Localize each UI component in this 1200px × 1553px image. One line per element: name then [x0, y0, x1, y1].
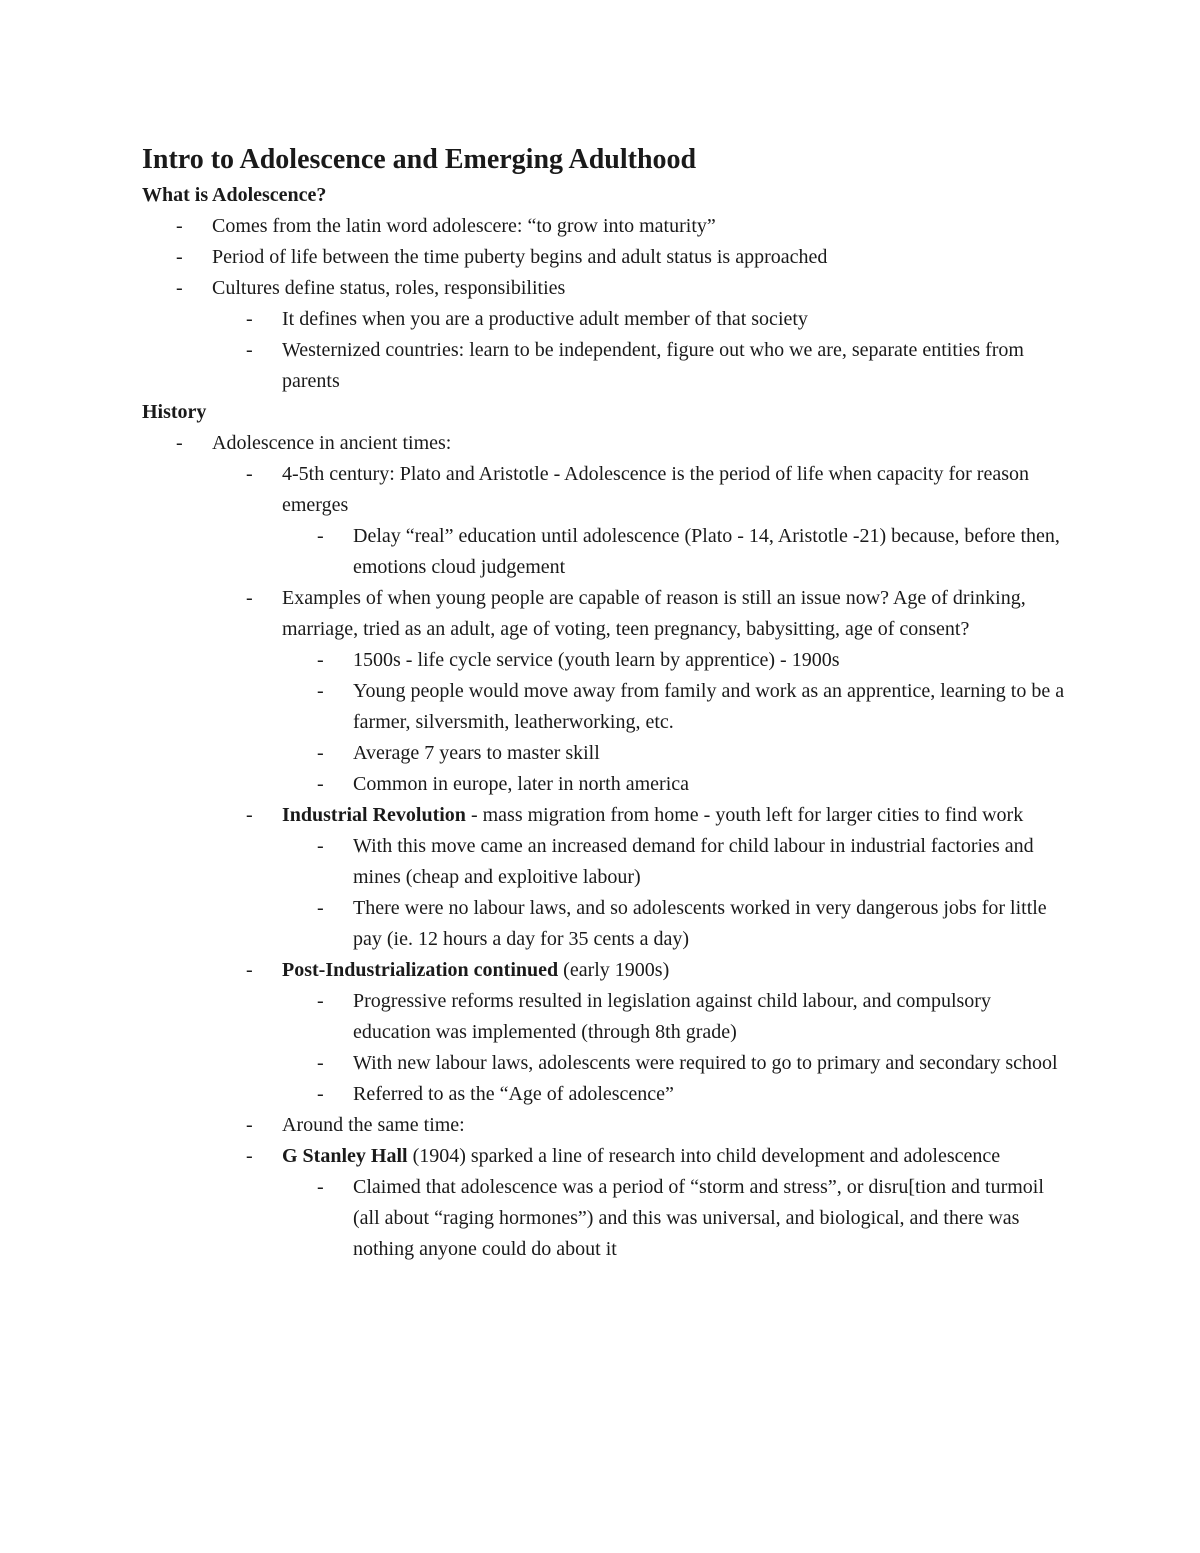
list-item [142, 273, 1072, 304]
list-item-text: There were no labour laws, and so adolescents worked in very dangerous jobs for little pay (ie. 12 hours a day for 35 cents a day) [353, 897, 1047, 950]
list-item-text: Period of life between the time puberty begins and adult status is approached [212, 246, 828, 268]
bullet-dash: - [246, 308, 253, 330]
list-item [142, 955, 1072, 986]
list-item [142, 676, 1072, 738]
list-item-bold-term: G Stanley Hall [282, 1145, 408, 1167]
bullet-dash: - [176, 432, 183, 454]
document-page [142, 140, 1072, 1265]
bullet-dash: - [246, 1114, 253, 1136]
list-item [142, 738, 1072, 769]
bullet-dash: - [317, 1052, 324, 1074]
bullet-dash: - [246, 587, 253, 609]
list-item [142, 1172, 1072, 1265]
list-item-text: With new labour laws, adolescents were required to go to primary and secondary school [353, 1052, 1058, 1074]
list-item-text: Comes from the latin word adolescere: “to grow into maturity” [212, 215, 716, 237]
list-item-text: Claimed that adolescence was a period of “storm and stress”, or disru[tion and turmoil (all about “raging hormones”) and this was universal, and biological, and there was nothing anyone could do about it [353, 1176, 1044, 1260]
list-item [142, 521, 1072, 583]
list-item [142, 304, 1072, 335]
bullet-dash: - [317, 773, 324, 795]
list-item-text: Referred to as the “Age of adolescence” [353, 1083, 674, 1105]
list-item-text: - mass migration from home - youth left for larger cities to find work [465, 804, 1024, 826]
bullet-dash: - [176, 215, 183, 237]
list-item [142, 428, 1072, 459]
section-heading: What is Adolescence? [142, 184, 327, 206]
list-item-text: Cultures define status, roles, responsibilities [212, 277, 566, 299]
document-body [142, 180, 1072, 1265]
list-item [142, 645, 1072, 676]
bullet-list [142, 211, 1072, 397]
list-item [142, 986, 1072, 1048]
list-item-text: Around the same time: [282, 1114, 465, 1136]
list-item-text: (early 1900s) [558, 959, 670, 981]
list-item-text: (1904) sparked a line of research into child development and adolescence [407, 1145, 1001, 1167]
bullet-dash: - [317, 1176, 324, 1198]
list-item [142, 242, 1072, 273]
bullet-dash: - [317, 835, 324, 857]
bullet-dash: - [246, 339, 253, 361]
bullet-dash: - [176, 246, 183, 268]
list-item-text: Adolescence in ancient times: [212, 432, 452, 454]
list-item [142, 583, 1072, 645]
bullet-dash: - [317, 897, 324, 919]
list-item-text: It defines when you are a productive adult member of that society [282, 308, 808, 330]
list-item [142, 800, 1072, 831]
bullet-dash: - [317, 680, 324, 702]
list-item-text: 1500s - life cycle service (youth learn by apprentice) - 1900s [353, 649, 840, 671]
list-item-bold-term: Post-Industrialization continued [282, 959, 559, 981]
list-item [142, 1141, 1072, 1172]
bullet-dash: - [317, 742, 324, 764]
list-item-text: Delay “real” education until adolescence (Plato - 14, Aristotle -21) because, before then, emotions cloud judgement [353, 525, 1060, 578]
list-item-text: With this move came an increased demand for child labour in industrial factories and mines (cheap and exploitive labour) [353, 835, 1034, 888]
list-item [142, 831, 1072, 893]
list-item [142, 1048, 1072, 1079]
list-item-text: Examples of when young people are capable of reason is still an issue now? Age of drinking, marriage, tried as an adult, age of voting, teen pregnancy, babysitting, age of consent? [282, 587, 1026, 640]
list-item-text: Progressive reforms resulted in legislation against child labour, and compulsory education was implemented (through 8th grade) [353, 990, 991, 1043]
list-item-text: 4-5th century: Plato and Aristotle - Adolescence is the period of life when capacity for reason emerges [282, 463, 1029, 516]
list-item [142, 459, 1072, 521]
bullet-dash: - [317, 1083, 324, 1105]
section-heading: History [142, 401, 207, 423]
list-item [142, 211, 1072, 242]
list-item-text: Westernized countries: learn to be independent, figure out who we are, separate entities from parents [282, 339, 1024, 392]
list-item-bold-term: Industrial Revolution [282, 804, 466, 826]
list-item [142, 893, 1072, 955]
bullet-list [142, 428, 1072, 1265]
bullet-dash: - [317, 649, 324, 671]
list-item [142, 335, 1072, 397]
list-item-text: Average 7 years to master skill [353, 742, 600, 764]
bullet-dash: - [246, 804, 253, 826]
list-item [142, 1079, 1072, 1110]
list-item [142, 769, 1072, 800]
bullet-dash: - [246, 959, 253, 981]
list-item-text: Young people would move away from family and work as an apprentice, learning to be a farmer, silversmith, leatherworking, etc. [353, 680, 1065, 733]
list-item [142, 1110, 1072, 1141]
list-item-text: Common in europe, later in north america [353, 773, 690, 795]
document-title: Intro to Adolescence and Emerging Adulthood [142, 144, 697, 175]
bullet-dash: - [246, 1145, 253, 1167]
bullet-dash: - [246, 463, 253, 485]
bullet-dash: - [317, 990, 324, 1012]
bullet-dash: - [176, 277, 183, 299]
bullet-dash: - [317, 525, 324, 547]
